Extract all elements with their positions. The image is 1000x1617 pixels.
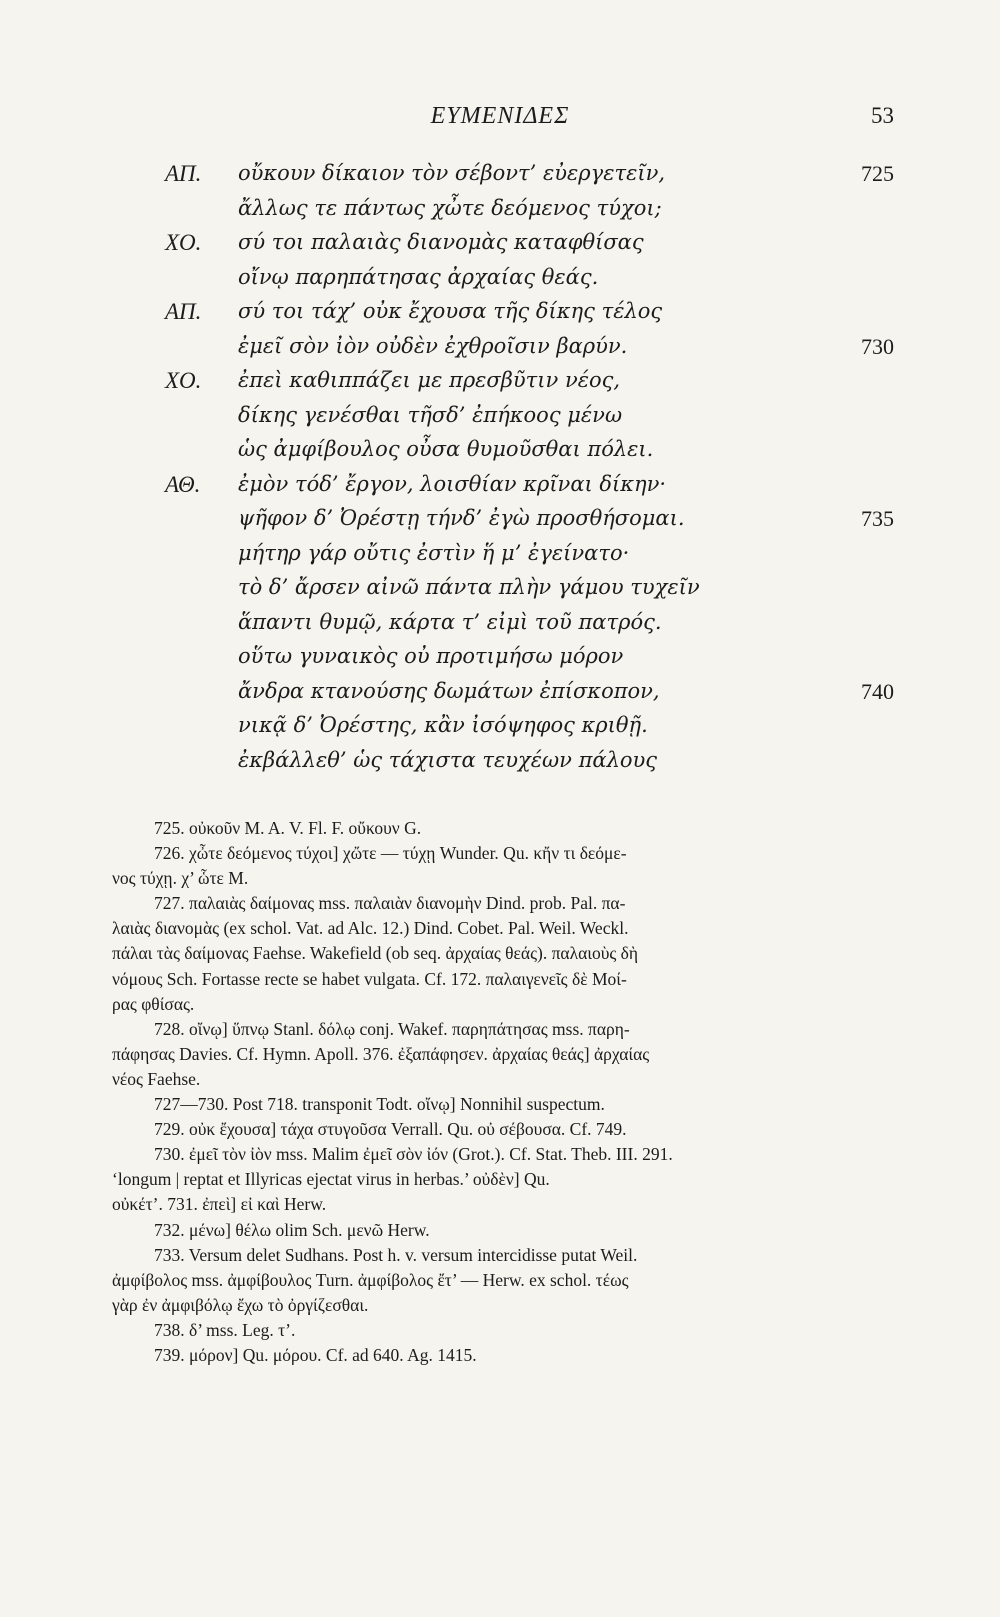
verse-text: σύ τοι παλαιὰς διανομὰς καταφθίσας (238, 230, 644, 254)
speaker-label: ΑΠ. (165, 161, 202, 186)
verse-text: οὕτω γυναικὸς οὐ προτιμήσω μόρον (238, 644, 624, 668)
verse-line (0, 676, 1000, 711)
verse-line (0, 262, 1000, 297)
verse-text: ἅπαντι θυμῷ, κάρτα τ’ εἰμὶ τοῦ πατρός. (238, 609, 662, 634)
verse-text: ἐμὸν τόδ’ ἔργον, λοισθίαν κρῖναι δίκην· (238, 471, 667, 496)
note-line: νος τύχῃ. χ’ ὧτε M. (112, 868, 249, 889)
note-line: 733. Versum delet Sudhans. Post h. v. versum intercidisse putat Weil. (154, 1244, 638, 1265)
note-line: πάλαι τὰς δαίμονας Faehse. Wakefield (ob seq. ἀρχαίας θεάς). παλαιοὺς δὴ (112, 943, 639, 964)
verse-line (0, 227, 1000, 262)
verse-text: τὸ δ’ ἄρσεν αἰνῶ πάντα πλὴν γάμου τυχεῖν (238, 575, 700, 599)
note-line: ἀμφίβολος mss. ἀμφίβουλος Turn. ἀμφίβολος ἔτ’ — Herw. ex schol. τέως (112, 1269, 629, 1290)
note-line: ρας φθίσας. (112, 993, 195, 1014)
note-line: 727—730. Post 718. transponit Todt. οἴνῳ] Nonnihil suspectum. (154, 1094, 605, 1115)
note-line: λαιὰς διανομὰς (ex schol. Vat. ad Alc. 12.) Dind. Cobet. Pal. Weil. Weckl. (112, 918, 629, 939)
verse-text: ἐπεὶ καθιππάζει με πρεσβῦτιν νέος, (238, 368, 621, 392)
line-number: 735 (861, 506, 894, 531)
verse-line (0, 641, 1000, 676)
verse-line (0, 503, 1000, 538)
verse-text: οὔκουν δίκαιον τὸν σέβοντ’ εὐεργετεῖν, (238, 161, 666, 185)
note-line: 739. μόρον] Qu. μόρου. Cf. ad 640. Ag. 1415. (154, 1344, 477, 1365)
verse-line (0, 538, 1000, 573)
note-line: 730. ἐμεῖ τὸν ἰὸν mss. Malim ἐμεῖ σὸν ἰόν (Grot.). Cf. Stat. Theb. III. 291. (154, 1144, 673, 1165)
verse-text: ἄνδρα κτανούσης δωμάτων ἐπίσκοπον, (238, 678, 660, 703)
verse-text: ἄλλως τε πάντως χὦτε δεόμενος τύχοι; (238, 195, 662, 220)
note-line: οὐκέτ’. 731. ἐπεὶ] εἰ καὶ Herw. (112, 1194, 327, 1215)
verse-text: ἐμεῖ σὸν ἰὸν οὐδὲν ἐχθροῖσιν βαρύν. (238, 333, 628, 358)
verse-line (0, 434, 1000, 469)
note-line: 732. μένω] θέλω olim Sch. μενῶ Herw. (154, 1219, 430, 1240)
note-line: πάφησας Davies. Cf. Hymn. Apoll. 376. ἐξαπάφησεν. ἀρχαίας θεάς] ἀρχαίας (112, 1043, 650, 1064)
verse-text: σύ τοι τάχ’ οὐκ ἔχουσα τῆς δίκης τέλος (238, 299, 663, 323)
verse-text: ψῆφον δ’ Ὀρέστῃ τήνδ’ ἐγὼ προσθήσομαι. (238, 506, 685, 530)
verse-text: δίκης γενέσθαι τῆσδ’ ἐπήκοος μένω (238, 402, 623, 427)
speaker-label: ΧΟ. (165, 230, 202, 255)
verse-line (0, 607, 1000, 642)
verse-text: οἴνῳ παρηπάτησας ἀρχαίας θεάς. (238, 264, 599, 289)
verse-line (0, 710, 1000, 745)
note-line: ‘longum | reptat et Illyricas ejectat virus in herbas.’ οὐδὲν] Qu. (112, 1169, 550, 1190)
verse-text: μήτηρ γάρ οὔτις ἐστὶν ἥ μ’ ἐγείνατο· (238, 540, 630, 565)
speaker-label: ΧΟ. (165, 368, 202, 393)
verse-line (0, 331, 1000, 366)
line-number: 725 (861, 161, 894, 186)
page-number: 53 (871, 103, 894, 128)
verse-line (0, 158, 1000, 193)
note-line: 728. οἴνῳ] ὕπνῳ Stanl. δόλῳ conj. Wakef. παρηπάτησας mss. παρη- (154, 1018, 630, 1039)
verse-text: ὡς ἀμφίβουλος οὖσα θυμοῦσθαι πόλει. (238, 437, 654, 461)
note-line: γὰρ ἐν ἀμφιβόλῳ ἔχω τὸ ὀργίζεσθαι. (112, 1294, 369, 1315)
verse-line (0, 400, 1000, 435)
running-title: ΕΥΜΕΝΙΔΕΣ (430, 103, 570, 129)
note-line: 727. παλαιὰς δαίμονας mss. παλαιὰν διανομὴν Dind. prob. Pal. πα- (154, 893, 626, 914)
note-line: 729. οὐκ ἔχουσα] τάχα στυγοῦσα Verrall. Qu. οὐ σέβουσα. Cf. 749. (154, 1119, 627, 1140)
note-line: νέος Faehse. (112, 1068, 201, 1089)
note-line: 738. δ’ mss. Leg. τ’. (154, 1319, 296, 1340)
verse-line (0, 296, 1000, 331)
verse-line (0, 745, 1000, 780)
line-number: 740 (861, 678, 894, 704)
verse-line (0, 365, 1000, 400)
note-line: νόμους Sch. Fortasse recte se habet vulgata. Cf. 172. παλαιγενεῖς δὲ Μοί- (112, 968, 627, 989)
speaker-label: ΑΘ. (165, 471, 201, 497)
line-number: 730 (861, 333, 894, 359)
verse-line (0, 469, 1000, 504)
verse-text: νικᾷ δ’ Ὀρέστης, κἂν ἰσόψηφος κριθῇ. (238, 713, 648, 737)
critical-apparatus (112, 816, 902, 1368)
note-line: 726. χὦτε δεόμενος τύχοι] χὤτε — τύχῃ Wunder. Qu. κἤν τι δεόμε- (154, 843, 627, 864)
speaker-label: ΑΠ. (165, 299, 202, 324)
running-head (0, 103, 1000, 133)
verse-line (0, 193, 1000, 228)
verse-line (0, 572, 1000, 607)
note-line: 725. οὐκοῦν M. A. V. Fl. F. οὔκουν G. (154, 818, 422, 838)
verse-text: ἐκβάλλεθ’ ὡς τάχιστα τευχέων πάλους (238, 747, 658, 772)
